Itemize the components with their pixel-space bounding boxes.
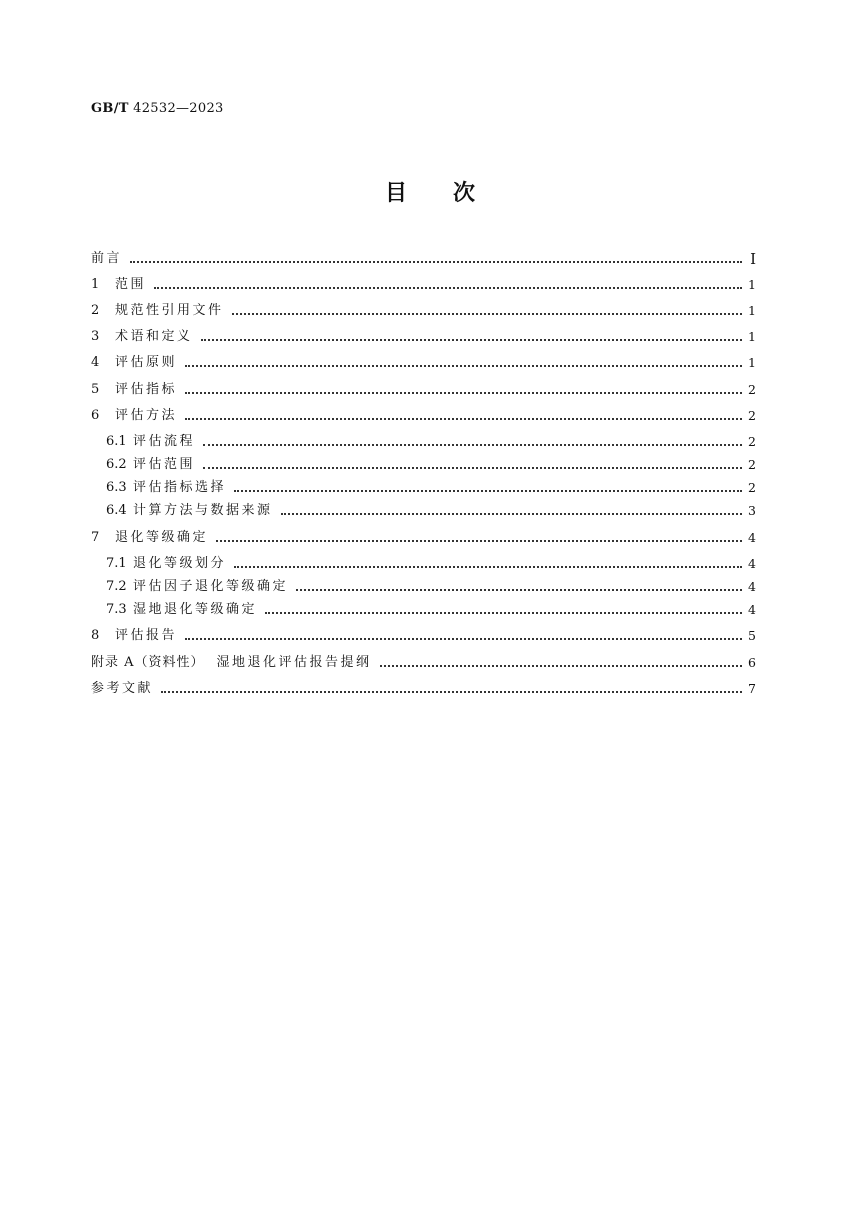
title-char-1: 目 xyxy=(384,181,407,206)
toc-entry[interactable] xyxy=(91,625,756,645)
dot-leader xyxy=(216,540,742,542)
toc-entry-page: 2 xyxy=(748,480,756,495)
page-title xyxy=(0,176,860,207)
toc-entry-number: 6.1 xyxy=(106,434,127,449)
toc-entry-label: 湿地退化评估报告提纲 xyxy=(216,655,372,670)
toc-entry-label: 规范性引用文件 xyxy=(115,303,224,318)
toc-entry-page: 2 xyxy=(748,382,756,397)
toc-entry-page: 1 xyxy=(748,355,756,370)
toc-entry-number: 1 xyxy=(91,277,100,292)
standard-prefix: GB/T xyxy=(91,101,129,116)
dot-leader xyxy=(161,691,742,693)
toc-entry-number: 2 xyxy=(91,303,100,318)
toc-entry-label: 评估指标 xyxy=(115,382,178,397)
toc-entry-label: 术语和定义 xyxy=(115,329,193,344)
toc-entry-number: 附录 A（资料性） xyxy=(91,655,205,670)
toc-entry-page: 4 xyxy=(748,602,756,617)
dot-leader xyxy=(201,339,742,341)
toc-entry-label: 评估报告 xyxy=(115,628,178,643)
toc-entry-page: 2 xyxy=(748,457,756,472)
toc-entry-page: 1 xyxy=(748,303,756,318)
toc-entry-page: I xyxy=(750,250,756,268)
dot-leader xyxy=(203,467,742,469)
toc-entry[interactable] xyxy=(91,527,756,547)
title-char-2: 次 xyxy=(453,181,476,206)
toc-entry-number: 6.4 xyxy=(106,503,127,518)
toc-entry-label: 参考文献 xyxy=(91,681,154,696)
dot-leader xyxy=(281,513,742,515)
toc-entry-page: 2 xyxy=(748,434,756,449)
dot-leader xyxy=(185,392,742,394)
dot-leader xyxy=(185,365,742,367)
toc-entry-page: 4 xyxy=(748,579,756,594)
toc-entry-label: 评估原则 xyxy=(115,355,178,370)
dot-leader xyxy=(234,490,742,492)
toc-entry-number: 4 xyxy=(91,355,100,370)
toc-entry-number: 7 xyxy=(91,530,100,545)
toc-entry[interactable] xyxy=(91,248,756,268)
toc-entry[interactable] xyxy=(91,326,756,346)
toc-entry[interactable] xyxy=(106,553,756,573)
toc-entry-label: 前言 xyxy=(91,251,123,266)
dot-leader xyxy=(130,261,742,263)
toc-entry[interactable] xyxy=(106,477,756,497)
toc-entry-label: 评估因子退化等级确定 xyxy=(133,579,289,594)
toc-entry-number: 8 xyxy=(91,628,100,643)
standard-code xyxy=(91,101,224,116)
toc-entry[interactable] xyxy=(106,500,756,520)
toc-entry[interactable] xyxy=(106,454,756,474)
toc-entry-number: 7.3 xyxy=(106,602,127,617)
toc-entry-label: 计算方法与数据来源 xyxy=(133,503,273,518)
toc-entry[interactable] xyxy=(91,352,756,372)
toc-entry-page: 1 xyxy=(748,329,756,344)
toc-entry-label: 退化等级划分 xyxy=(133,556,227,571)
toc-entry-number: 7.1 xyxy=(106,556,127,571)
toc-entry-label: 评估流程 xyxy=(133,434,196,449)
dot-leader xyxy=(296,589,742,591)
toc-entry-page: 4 xyxy=(748,556,756,571)
toc-entry-label: 范围 xyxy=(115,277,147,292)
dot-leader xyxy=(232,313,742,315)
toc-entry-page: 4 xyxy=(748,530,756,545)
toc-entry[interactable] xyxy=(91,678,756,698)
dot-leader xyxy=(234,566,742,568)
toc-entry-label: 评估方法 xyxy=(115,408,178,423)
dot-leader xyxy=(265,612,742,614)
dot-leader xyxy=(185,638,742,640)
toc-entry-page: 3 xyxy=(748,503,756,518)
toc-entry-number: 3 xyxy=(91,329,100,344)
toc-entry[interactable] xyxy=(91,300,756,320)
toc-entry-label: 评估范围 xyxy=(133,457,196,472)
standard-number: 42532—2023 xyxy=(133,101,224,116)
toc-entry-label: 退化等级确定 xyxy=(115,530,209,545)
dot-leader xyxy=(185,418,742,420)
toc-entry-number: 7.2 xyxy=(106,579,127,594)
toc-entry-label: 评估指标选择 xyxy=(133,480,227,495)
dot-leader xyxy=(154,287,742,289)
toc-entry[interactable] xyxy=(106,599,756,619)
toc-entry-page: 1 xyxy=(748,277,756,292)
dot-leader xyxy=(380,665,742,667)
toc-entry[interactable] xyxy=(91,405,756,425)
toc-entry-number: 6.3 xyxy=(106,480,127,495)
toc-entry-page: 2 xyxy=(748,408,756,423)
dot-leader xyxy=(203,444,742,446)
toc-entry-page: 6 xyxy=(748,655,756,670)
toc-entry-number: 6 xyxy=(91,408,100,423)
toc-entry-number: 5 xyxy=(91,382,100,397)
toc-entry-label: 湿地退化等级确定 xyxy=(133,602,258,617)
toc-entry[interactable] xyxy=(91,652,756,672)
toc-entry-page: 7 xyxy=(748,681,756,696)
toc-entry-number: 6.2 xyxy=(106,457,127,472)
toc-entry[interactable] xyxy=(106,576,756,596)
toc-entry-page: 5 xyxy=(748,628,756,643)
toc-entry[interactable] xyxy=(106,431,756,451)
toc-entry[interactable] xyxy=(91,274,756,294)
toc-entry[interactable] xyxy=(91,379,756,399)
